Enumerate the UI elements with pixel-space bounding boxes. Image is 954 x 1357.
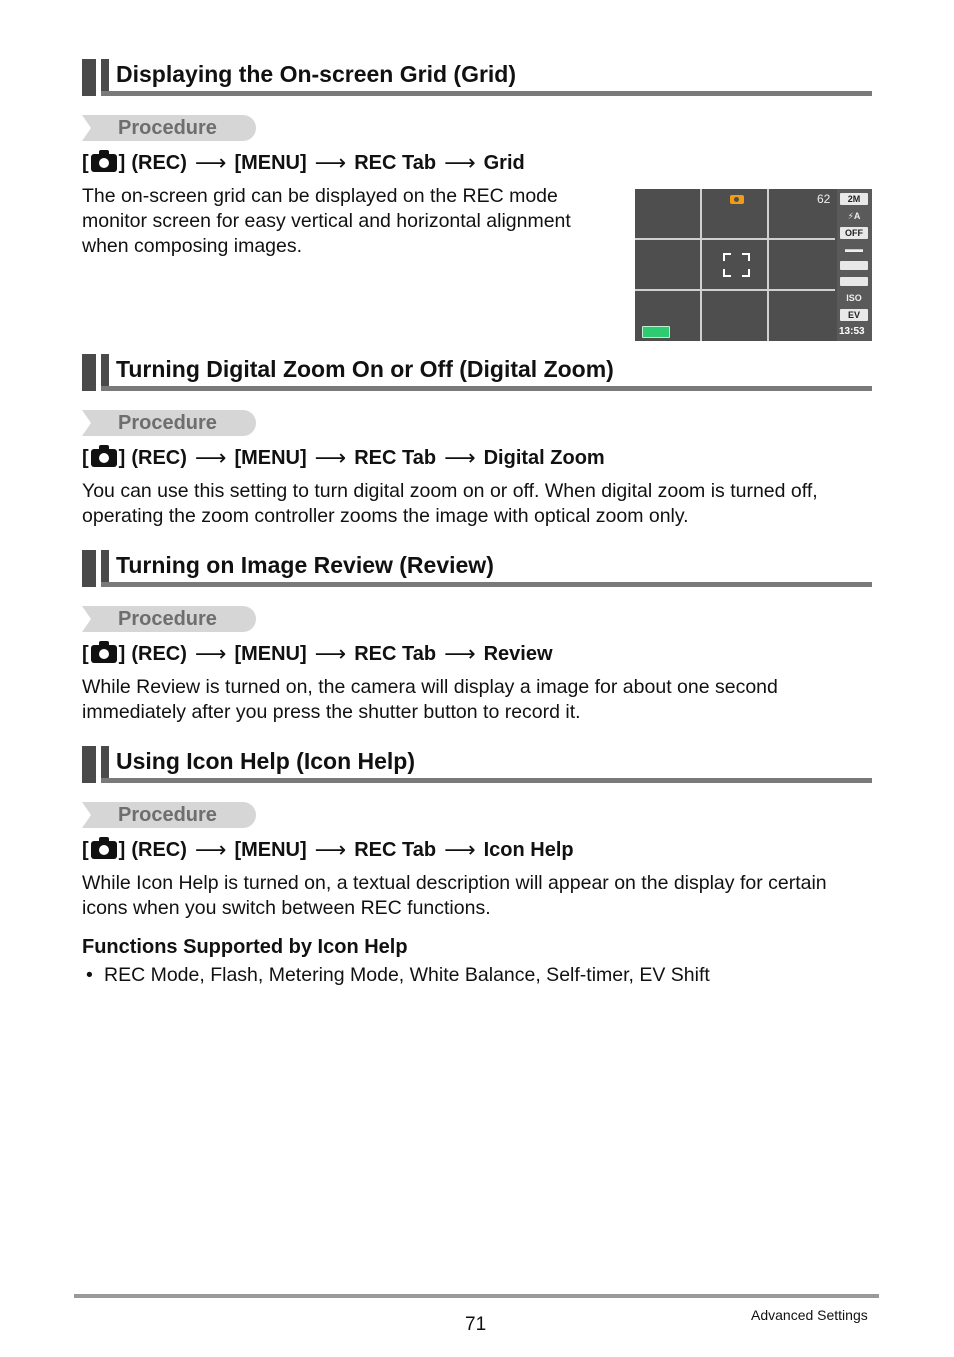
procedure-tag [82, 606, 256, 632]
camera-icon [91, 841, 117, 859]
arrow-icon: ⟶ [314, 837, 347, 862]
bracket-close: ] [118, 643, 126, 665]
section-title: Using Icon Help (Icon Help) [116, 748, 416, 774]
status-icon-column [837, 189, 872, 341]
footer-section-name: Advanced Settings [751, 1307, 868, 1323]
focus-frame-icon [742, 253, 750, 261]
bracket-close: ] [118, 152, 126, 174]
bullet-icon: • [86, 964, 93, 986]
camera-icon [91, 154, 117, 172]
path-rec: (REC) [131, 839, 187, 861]
grid-line [635, 289, 835, 291]
menu-path [82, 838, 872, 862]
procedure-label: Procedure [118, 608, 217, 630]
footer-divider [74, 1294, 879, 1298]
bracket-open: [ [82, 152, 89, 174]
path-menu: [MENU] [234, 643, 307, 665]
procedure-label: Procedure [118, 117, 217, 139]
shots-remaining: 62 [817, 192, 831, 206]
path-target: Icon Help [483, 839, 574, 861]
arrow-icon: ⟶ [444, 445, 476, 470]
arrow-icon: ⟶ [314, 150, 347, 175]
ev-icon: EV [840, 309, 868, 321]
path-menu: [MENU] [234, 839, 307, 861]
body-text: The on-screen grid can be displayed on the REC mode monitor screen for easy vertical and horizontal alignment when composing images. [82, 185, 571, 257]
body-text: While Review is turned on, the camera will display a image for about one second immediately after you press the shutter button to record it. [82, 676, 778, 723]
section-heading [82, 550, 872, 588]
path-target: Review [483, 643, 553, 665]
arrow-icon: ⟶ [314, 445, 347, 470]
subheading: Functions Supported by Icon Help [82, 936, 408, 958]
clock-readout: 13:53 [839, 326, 865, 337]
focus-frame-icon [742, 269, 750, 277]
procedure-tag [82, 115, 256, 141]
section-title: Turning on Image Review (Review) [116, 552, 494, 578]
grid-line [700, 189, 702, 341]
heading-bar [82, 746, 96, 783]
path-rec: (REC) [131, 152, 187, 174]
iso-icon: ISO [846, 293, 862, 303]
section-heading [82, 59, 872, 97]
battery-icon [642, 326, 670, 338]
arrow-icon: ⟶ [194, 445, 227, 470]
section-icon-help [82, 746, 872, 988]
grid-line [767, 189, 769, 341]
section-title: Displaying the On-screen Grid (Grid) [116, 61, 517, 87]
path-rec: (REC) [131, 447, 187, 469]
arrow-icon: ⟶ [194, 837, 227, 862]
heading-underline [101, 386, 872, 391]
page-number: 71 [465, 1314, 487, 1335]
off-icon: OFF [840, 227, 868, 239]
path-menu: [MENU] [234, 447, 307, 469]
path-rec-tab: REC Tab [354, 839, 437, 861]
menu-path [82, 446, 872, 470]
section-heading [82, 746, 872, 784]
arrow-icon: ⟶ [314, 641, 347, 666]
bracket-close: ] [118, 839, 126, 861]
heading-underline [101, 778, 872, 783]
procedure-label: Procedure [118, 804, 217, 826]
menu-path [82, 151, 872, 175]
section-heading [82, 354, 872, 392]
focus-frame-icon [723, 269, 731, 277]
path-target: Digital Zoom [483, 447, 605, 469]
bracket-open: [ [82, 643, 89, 665]
list-item-text: REC Mode, Flash, Metering Mode, White Balance, Self-timer, EV Shift [104, 964, 710, 986]
menu-path [82, 642, 872, 666]
heading-bar [82, 550, 96, 587]
path-menu: [MENU] [234, 152, 307, 174]
procedure-tag [82, 802, 256, 828]
arrow-icon: ⟶ [194, 150, 227, 175]
procedure-label: Procedure [118, 412, 217, 434]
path-rec-tab: REC Tab [354, 152, 437, 174]
metering-icon: ▬▬ [845, 244, 863, 254]
camera-icon [91, 449, 117, 467]
arrow-icon: ⟶ [444, 150, 476, 175]
continuous-icon [840, 277, 868, 286]
arrow-icon: ⟶ [194, 641, 227, 666]
grid-line [635, 238, 835, 240]
section-review [82, 550, 872, 725]
rec-mode-icon [730, 195, 744, 204]
heading-bar [82, 59, 96, 96]
arrow-icon: ⟶ [444, 641, 476, 666]
section-title: Turning Digital Zoom On or Off (Digital Zoom) [116, 356, 614, 382]
section-digital-zoom [82, 354, 872, 529]
heading-bar [82, 354, 96, 391]
focus-frame-icon [723, 253, 731, 261]
heading-underline [101, 582, 872, 587]
path-rec-tab: REC Tab [354, 447, 437, 469]
face-detect-icon [840, 261, 868, 270]
camera-icon [91, 645, 117, 663]
list-item [82, 963, 872, 988]
camera-monitor-screen [635, 189, 872, 341]
body-text: While Icon Help is turned on, a textual description will appear on the display for certain icons when you switch between REC functions. [82, 872, 827, 919]
heading-underline [101, 91, 872, 96]
image-size-icon: 2M [840, 193, 868, 205]
arrow-icon: ⟶ [444, 837, 476, 862]
bracket-open: [ [82, 839, 89, 861]
procedure-tag [82, 410, 256, 436]
flash-icon: ⚡A [847, 211, 861, 221]
bracket-close: ] [118, 447, 126, 469]
bracket-open: [ [82, 447, 89, 469]
path-rec: (REC) [131, 643, 187, 665]
path-rec-tab: REC Tab [354, 643, 437, 665]
path-target: Grid [483, 152, 525, 174]
body-text: You can use this setting to turn digital zoom on or off. When digital zoom is turned off, operating the zoom controller zooms the image with optical zoom only. [82, 480, 818, 527]
